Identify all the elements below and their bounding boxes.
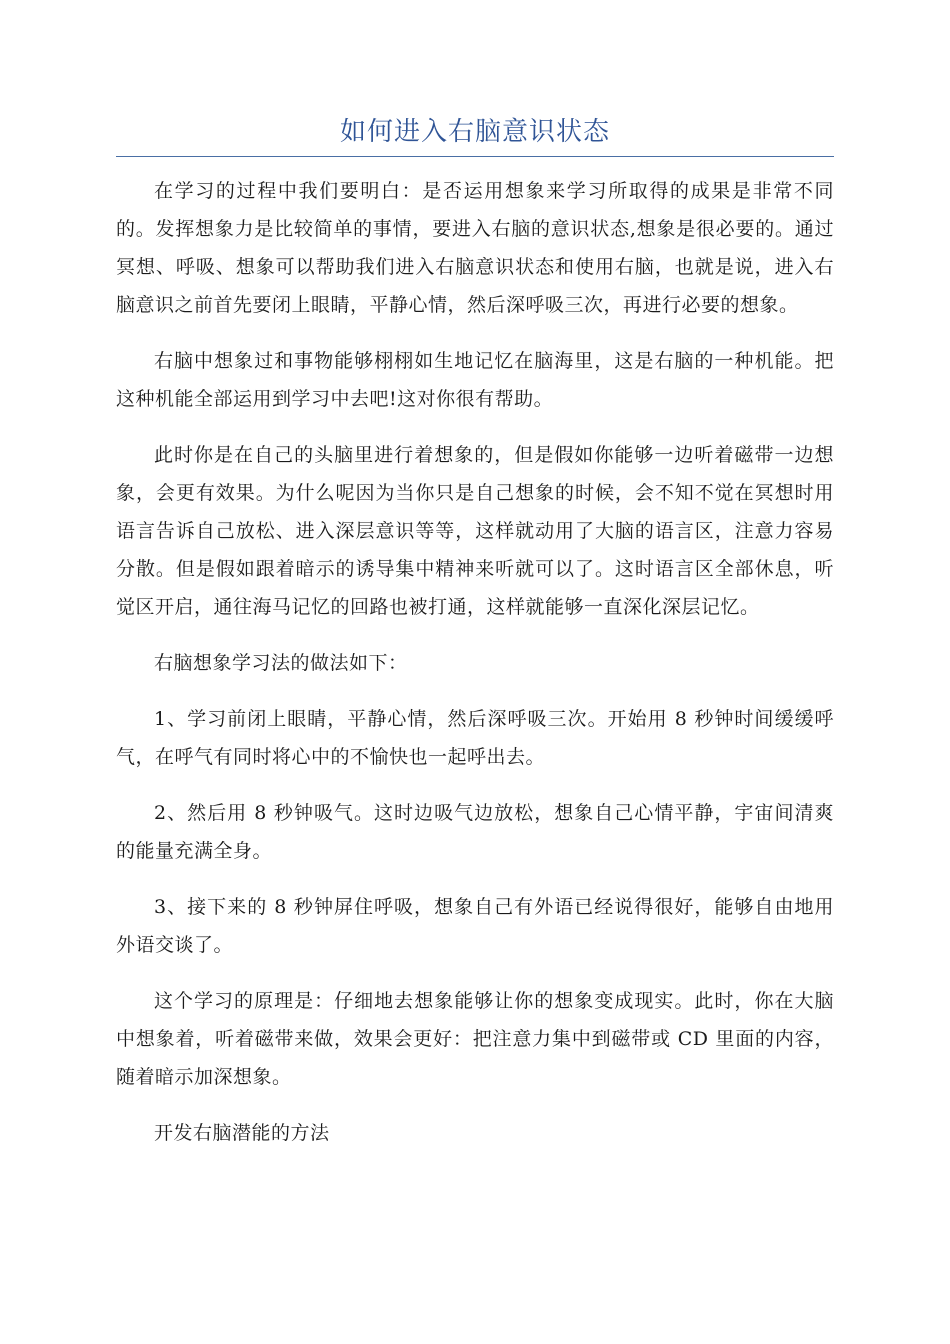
paragraph-7: 3、接下来的 8 秒钟屏住呼吸，想象自己有外语已经说得很好，能够自由地用外语交谈了。: [116, 896, 834, 956]
paragraph-8: 这个学习的原理是：仔细地去想象能够让你的想象变成现实。此时，你在大脑中想象着，听着磁带来做，效果会更好：把注意力集中到磁带或 CD 里面的内容，随着暗示加深想象。: [116, 990, 834, 1088]
paragraph-3: 此时你是在自己的头脑里进行着想象的，但是假如你能够一边听着磁带一边想象，会更有效果。为什么呢因为当你只是自己想象的时候，会不知不觉在冥想时用语言告诉自己放松、进入深层意识等等，这样就动用了大脑的语言区，注意力容易分散。但是假如跟着暗示的诱导集中精神来听就可以了。这时语言区全部休息，听觉区开启，通往海马记忆的回路也被打通，这样就能够一直深化深层记忆。: [116, 444, 834, 618]
document-body: [116, 172, 834, 1170]
paragraph-5: 1、学习前闭上眼睛，平静心情，然后深呼吸三次。开始用 8 秒钟时间缓缓呼气，在呼气有同时将心中的不愉快也一起呼出去。: [116, 708, 834, 768]
paragraph-4: 右脑想象学习法的做法如下：: [154, 652, 408, 674]
title-block: [116, 112, 834, 157]
page-title: 如何进入右脑意识状态: [339, 117, 610, 147]
paragraph-6: 2、然后用 8 秒钟吸气。这时边吸气边放松，想象自己心情平静，宇宙间清爽的能量充满全身。: [116, 802, 834, 862]
paragraph-2: 右脑中想象过和事物能够栩栩如生地记忆在脑海里，这是右脑的一种机能。把这种机能全部运用到学习中去吧!这对你很有帮助。: [116, 350, 834, 410]
paragraph-1: 在学习的过程中我们要明白：是否运用想象来学习所取得的成果是非常不同的。发挥想象力是比较简单的事情，要进入右脑的意识状态,想象是很必要的。通过冥想、呼吸、想象可以帮助我们进入右脑意识状态和使用右脑，也就是说，进入右脑意识之前首先要闭上眼睛，平静心情，然后深呼吸三次，再进行必要的想象。: [116, 180, 834, 316]
paragraph-9: 开发右脑潜能的方法: [154, 1122, 330, 1144]
